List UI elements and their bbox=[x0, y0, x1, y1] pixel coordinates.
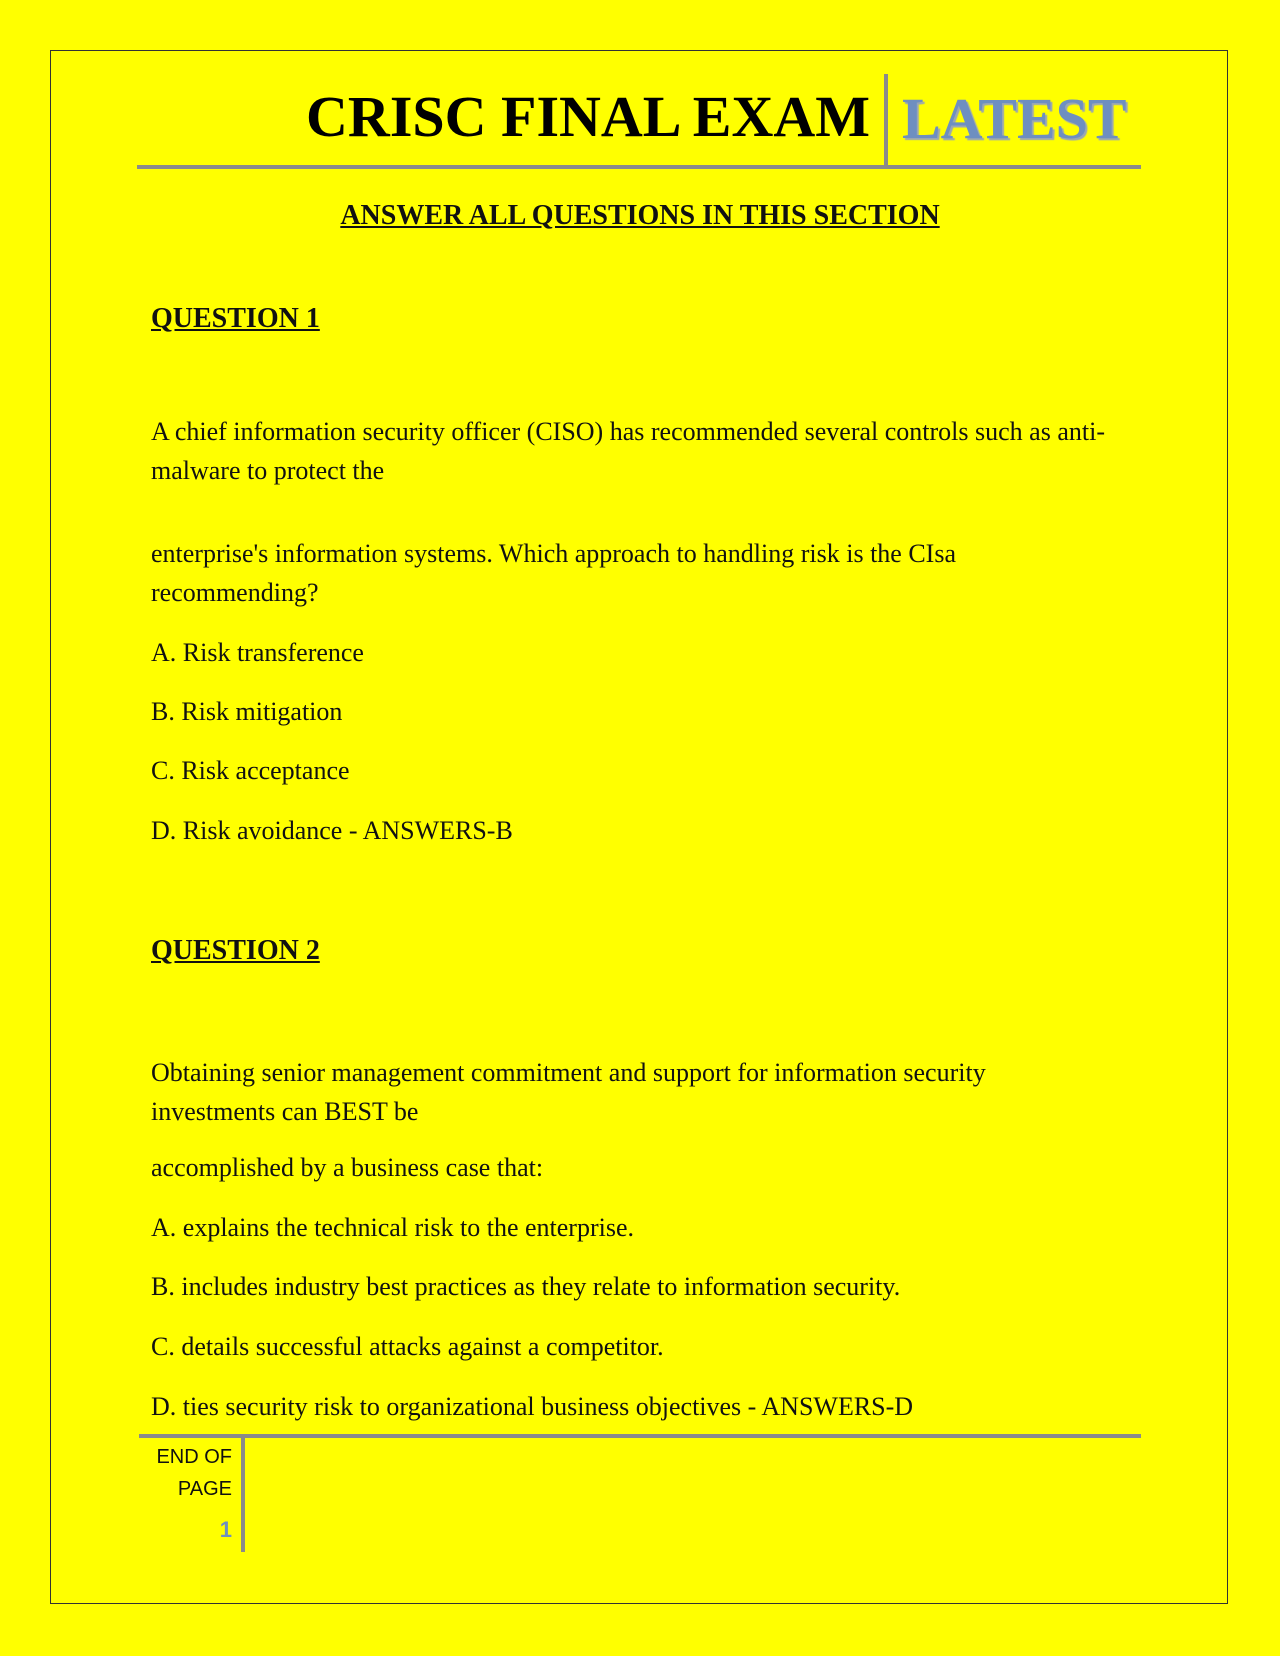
answer-option: B. Risk mitigation bbox=[151, 697, 343, 726]
header-divider bbox=[884, 74, 888, 167]
document-title: CRISC FINAL EXAM bbox=[306, 84, 870, 149]
footer-divider bbox=[241, 1436, 245, 1552]
footer-rule bbox=[139, 1434, 1141, 1438]
document-title-accent: LATEST bbox=[902, 86, 1127, 151]
answer-option: D. ties security risk to organizational business objectives - ANSWERS-D bbox=[151, 1392, 914, 1421]
section-heading: ANSWER ALL QUESTIONS IN THIS SECTION bbox=[340, 200, 940, 231]
answer-option: A. Risk transference bbox=[151, 638, 364, 667]
question-heading: QUESTION 2 bbox=[151, 935, 320, 966]
footer-label: PAGE bbox=[177, 1478, 232, 1500]
header-rule bbox=[137, 165, 1141, 169]
question-stem: Obtaining senior management commitment and support for information security investments can BEST be bbox=[151, 1058, 986, 1126]
footer-label: END OF bbox=[156, 1446, 232, 1468]
question-stem: enterprise's information systems. Which approach to handling risk is the CIsa recommending? bbox=[151, 539, 956, 607]
answer-option: C. details successful attacks against a competitor. bbox=[151, 1332, 664, 1361]
page-number: 1 bbox=[219, 1517, 232, 1542]
answer-option: D. Risk avoidance - ANSWERS-B bbox=[151, 816, 513, 845]
answer-option: B. includes industry best practices as they relate to information security. bbox=[151, 1272, 901, 1301]
answer-option: C. Risk acceptance bbox=[151, 756, 350, 785]
question-stem: accomplished by a business case that: bbox=[151, 1153, 544, 1182]
answer-option: A. explains the technical risk to the enterprise. bbox=[151, 1213, 635, 1242]
question-heading: QUESTION 1 bbox=[151, 303, 320, 334]
question-stem: A chief information security officer (CISO) has recommended several controls such as anti-malware to protect the bbox=[151, 417, 1105, 485]
